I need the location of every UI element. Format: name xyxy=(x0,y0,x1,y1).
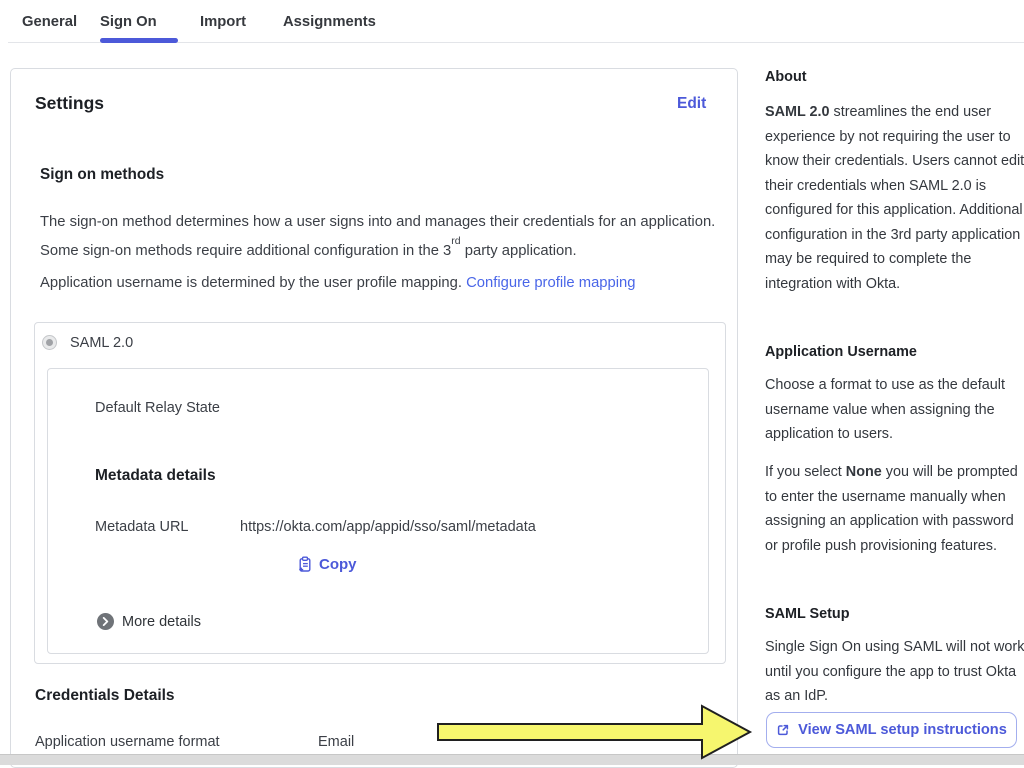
settings-title: Settings xyxy=(35,93,105,113)
configure-profile-mapping-link[interactable]: Configure profile mapping xyxy=(466,275,636,291)
saml-setup-paragraph: Single Sign On using SAML will not work until you configure the app to trust Okta as an IdP. xyxy=(765,639,1024,704)
sign-on-methods-description xyxy=(40,210,718,263)
more-details-label: More details xyxy=(122,613,201,630)
default-relay-state-label: Default Relay State xyxy=(95,400,220,416)
tab-sign-on[interactable]: Sign On xyxy=(100,14,157,30)
metadata-details-heading: Metadata details xyxy=(95,467,216,484)
setup-button-label: View SAML setup instructions xyxy=(798,722,1007,738)
metadata-url-value: https://okta.com/app/appid/sso/saml/metadata xyxy=(240,519,536,535)
edit-button[interactable]: Edit xyxy=(677,95,707,112)
copy-button-label: Copy xyxy=(319,556,357,573)
saml-radio-button[interactable] xyxy=(42,335,57,350)
active-tab-underline xyxy=(100,38,178,43)
about-heading: About xyxy=(765,69,807,85)
application-username-format-value: Email xyxy=(318,734,355,750)
about-text: streamlines the end user experience by not requiring the user to know their credentials. Users cannot edit their credentials when SAML 2.0 is configured for this application. Additional configuration in the 3rd party application may be required to complete the integration with Okta. xyxy=(765,104,1024,292)
about-paragraph xyxy=(765,100,1024,296)
application-username-format-label: Application username format xyxy=(35,734,220,750)
sign-on-methods-heading: Sign on methods xyxy=(40,166,165,183)
p2-pre: If you select xyxy=(765,464,846,480)
highlight-arrow-right xyxy=(430,700,760,766)
username-note-text: Application username is determined by the user profile mapping. xyxy=(40,275,467,291)
p2-rest: you will be prompted to enter the username manually when assigning an application with password or profile push provisioning features. xyxy=(765,464,1018,554)
tab-import[interactable]: Import xyxy=(200,14,247,30)
chevron-right-circle-icon xyxy=(97,613,114,630)
application-username-paragraph-1: Choose a format to use as the default username value when assigning the application to users. xyxy=(765,377,1005,442)
more-details-toggle[interactable] xyxy=(97,613,201,630)
about-bold-lead: SAML 2.0 xyxy=(765,104,830,120)
application-username-heading: Application Username xyxy=(765,344,917,360)
username-mapping-note xyxy=(40,271,718,295)
description-text: The sign-on method determines how a user signs into and manages their credentials for an application. Some sign-on methods require additional configuration in the 3 xyxy=(40,214,716,259)
metadata-url-label: Metadata URL xyxy=(95,519,189,535)
ordinal-superscript: rd xyxy=(451,235,461,247)
clipboard-plus-icon xyxy=(297,556,313,573)
description-text-end: party application. xyxy=(460,242,577,259)
tab-general[interactable]: General xyxy=(22,14,78,30)
credentials-details-heading: Credentials Details xyxy=(35,687,175,704)
application-username-paragraph-2 xyxy=(765,460,1024,558)
tab-assignments[interactable]: Assignments xyxy=(283,14,376,30)
p2-bold-none: None xyxy=(845,464,882,480)
radio-selected-dot xyxy=(46,339,53,346)
saml-radio-label: SAML 2.0 xyxy=(70,335,134,351)
external-link-icon xyxy=(776,723,790,737)
view-saml-setup-instructions-button[interactable] xyxy=(766,712,1017,748)
copy-button[interactable] xyxy=(297,556,357,573)
saml-setup-heading: SAML Setup xyxy=(765,606,850,622)
